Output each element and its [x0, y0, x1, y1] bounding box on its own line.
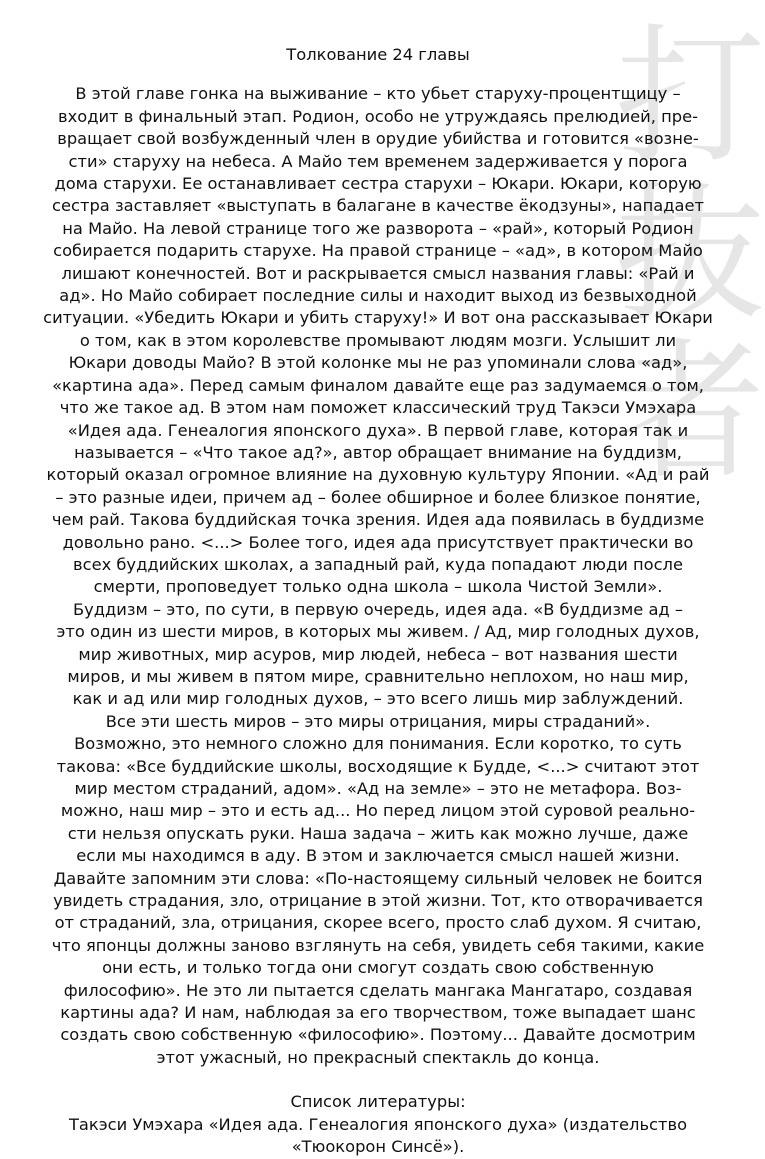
- body-line: Буддизм – это, по сути, в первую очередь, идея ада. «В буддизме ад –: [72, 599, 684, 619]
- body-line: что же такое ад. В этом нам поможет классический труд Такэси Умэхара: [59, 398, 697, 418]
- references-heading: Список литературы:: [290, 1092, 466, 1112]
- body-line: Юкари доводы Майо? В этой колонке мы не раз упоминали слова «ад»,: [68, 353, 688, 373]
- page-title: Толкование 24 главы: [286, 45, 470, 64]
- body-line: на Майо. На левой странице того же разворота – «рай», который Родион: [62, 218, 694, 238]
- body-line: смерти, проповедует только одна школа – школа Чистой Земли».: [93, 577, 663, 597]
- body-line: называется – «Что такое ад?», автор обращает внимание на буддизм,: [74, 442, 682, 462]
- body-line: входит в финальный этап. Родион, особо не утруждаясь прелюдией, пре-: [58, 106, 698, 126]
- body-line: довольно рано. <...> Более того, идея ада присутствует практически во: [62, 532, 694, 552]
- body-line: чем рай. Такова буддийская точка зрения. Идея ада появилась в буддизме: [51, 510, 705, 530]
- body-line: В этой главе гонка на выживание – кто убьет старуху-процентщицу –: [75, 84, 681, 104]
- body-line: этот ужасный, но прекрасный спектакль до конца.: [156, 1047, 600, 1067]
- body-line: создать свою собственную «философию». Поэтому... Давайте досмотрим: [60, 1025, 696, 1045]
- body-line: о том, как в этом королевстве промывают людям мозги. Услышит ли: [79, 330, 677, 350]
- body-line: сти нельзя опускать руки. Наша задача – жить как можно лучше, даже: [67, 823, 689, 843]
- commentary-text: [22, 44, 734, 1159]
- reference-line: «Тюокорон Синсё»).: [291, 1137, 465, 1157]
- body-line: такова: «Все буддийские школы, восходящие к Будде, <...> считают этот: [56, 756, 700, 776]
- body-line: это один из шести миров, в которых мы живем. / Ад, мир голодных духов,: [56, 622, 700, 642]
- body-line: мир животных, мир асуров, мир людей, небеса – вот названия шести: [78, 644, 678, 664]
- body-line: картины ада? И нам, наблюдая за его творчеством, тоже выпадает шанс: [60, 1003, 696, 1023]
- reference-line: Такэси Умэхара «Идея ада. Генеалогия японского духа» (издательство: [68, 1114, 688, 1134]
- body-line: лишают конечностей. Вот и раскрывается смысл названия главы: «Рай и: [61, 263, 695, 283]
- body-line: сестра заставляет «выступать в балагане в качестве ёкодзуны», нападает: [52, 196, 704, 216]
- body-line: – это разные идеи, причем ад – более обширное и более близкое понятие,: [55, 487, 701, 507]
- body-line: «Идея ада. Генеалогия японского духа». В первой главе, которая так и: [67, 420, 689, 440]
- body-line: как и ад или мир голодных духов, – это всего лишь мир заблуждений.: [72, 689, 684, 709]
- commentary-body: [22, 83, 734, 1069]
- body-line: дома старухи. Ее останавливает сестра старухи – Юкари. Юкари, которую: [54, 174, 702, 194]
- body-line: они есть, и только тогда они смогут создать свою собственную: [102, 958, 654, 978]
- body-line: если мы находимся в аду. В этом и заключается смысл нашей жизни.: [76, 846, 680, 866]
- body-line: миров, и мы живем в пятом мире, сравнительно неплохом, но наш мир,: [67, 666, 689, 686]
- body-line: философию». Не это ли пытается сделать мангака Мангатаро, создавая: [63, 980, 693, 1000]
- body-line: мир местом страданий, адом». «Ад на земле» – это не метафора. Воз-: [74, 779, 682, 798]
- body-line: «картина ада». Перед самым финалом давайте еще раз задумаемся о том,: [52, 375, 704, 395]
- body-line: сти» старуху на небеса. А Майо тем временем задерживается у порога: [68, 151, 688, 171]
- body-line: всех буддийских школах, а западный рай, куда попадают люди после: [73, 554, 683, 574]
- body-line: что японцы должны заново взглянуть на себя, увидеть себя такими, какие: [51, 935, 705, 955]
- references-section: [22, 1091, 734, 1158]
- watermark-calligraphy: 打 抜 者: [615, 11, 765, 500]
- body-line: который оказал огромное влияние на духовную культуру Японии. «Ад и рай: [46, 465, 710, 485]
- body-line: можно, наш мир – это и есть ад... Но перед лицом этой суровой реально-: [60, 801, 696, 821]
- body-line: Возможно, это немного сложно для понимания. Если коротко, то суть: [74, 734, 682, 754]
- body-line: увидеть страдания, зло, отрицание в этой жизни. Тот, кто отворачивается: [53, 891, 703, 911]
- body-line: собирается подарить старухе. На правой странице – «ад», в котором Майо: [53, 241, 703, 261]
- body-line: ситуации. «Убедить Юкари и убить старуху!» И вот она рассказывает Юкари: [43, 308, 713, 328]
- body-line: Давайте запомним эти слова: «По-настоящему сильный человек не боится: [53, 868, 703, 888]
- body-line: вращает свой возбужденный член в орудие убийства и готовится «возне-: [57, 129, 699, 149]
- body-line: от страданий, зла, отрицания, скорее всего, просто слаб духом. Я считаю,: [54, 913, 702, 933]
- body-line: Все эти шесть миров – это миры отрицания, миры страданий».: [105, 711, 651, 731]
- body-line: ад». Но Майо собирает последние силы и находит выход из безвыходной: [59, 286, 697, 306]
